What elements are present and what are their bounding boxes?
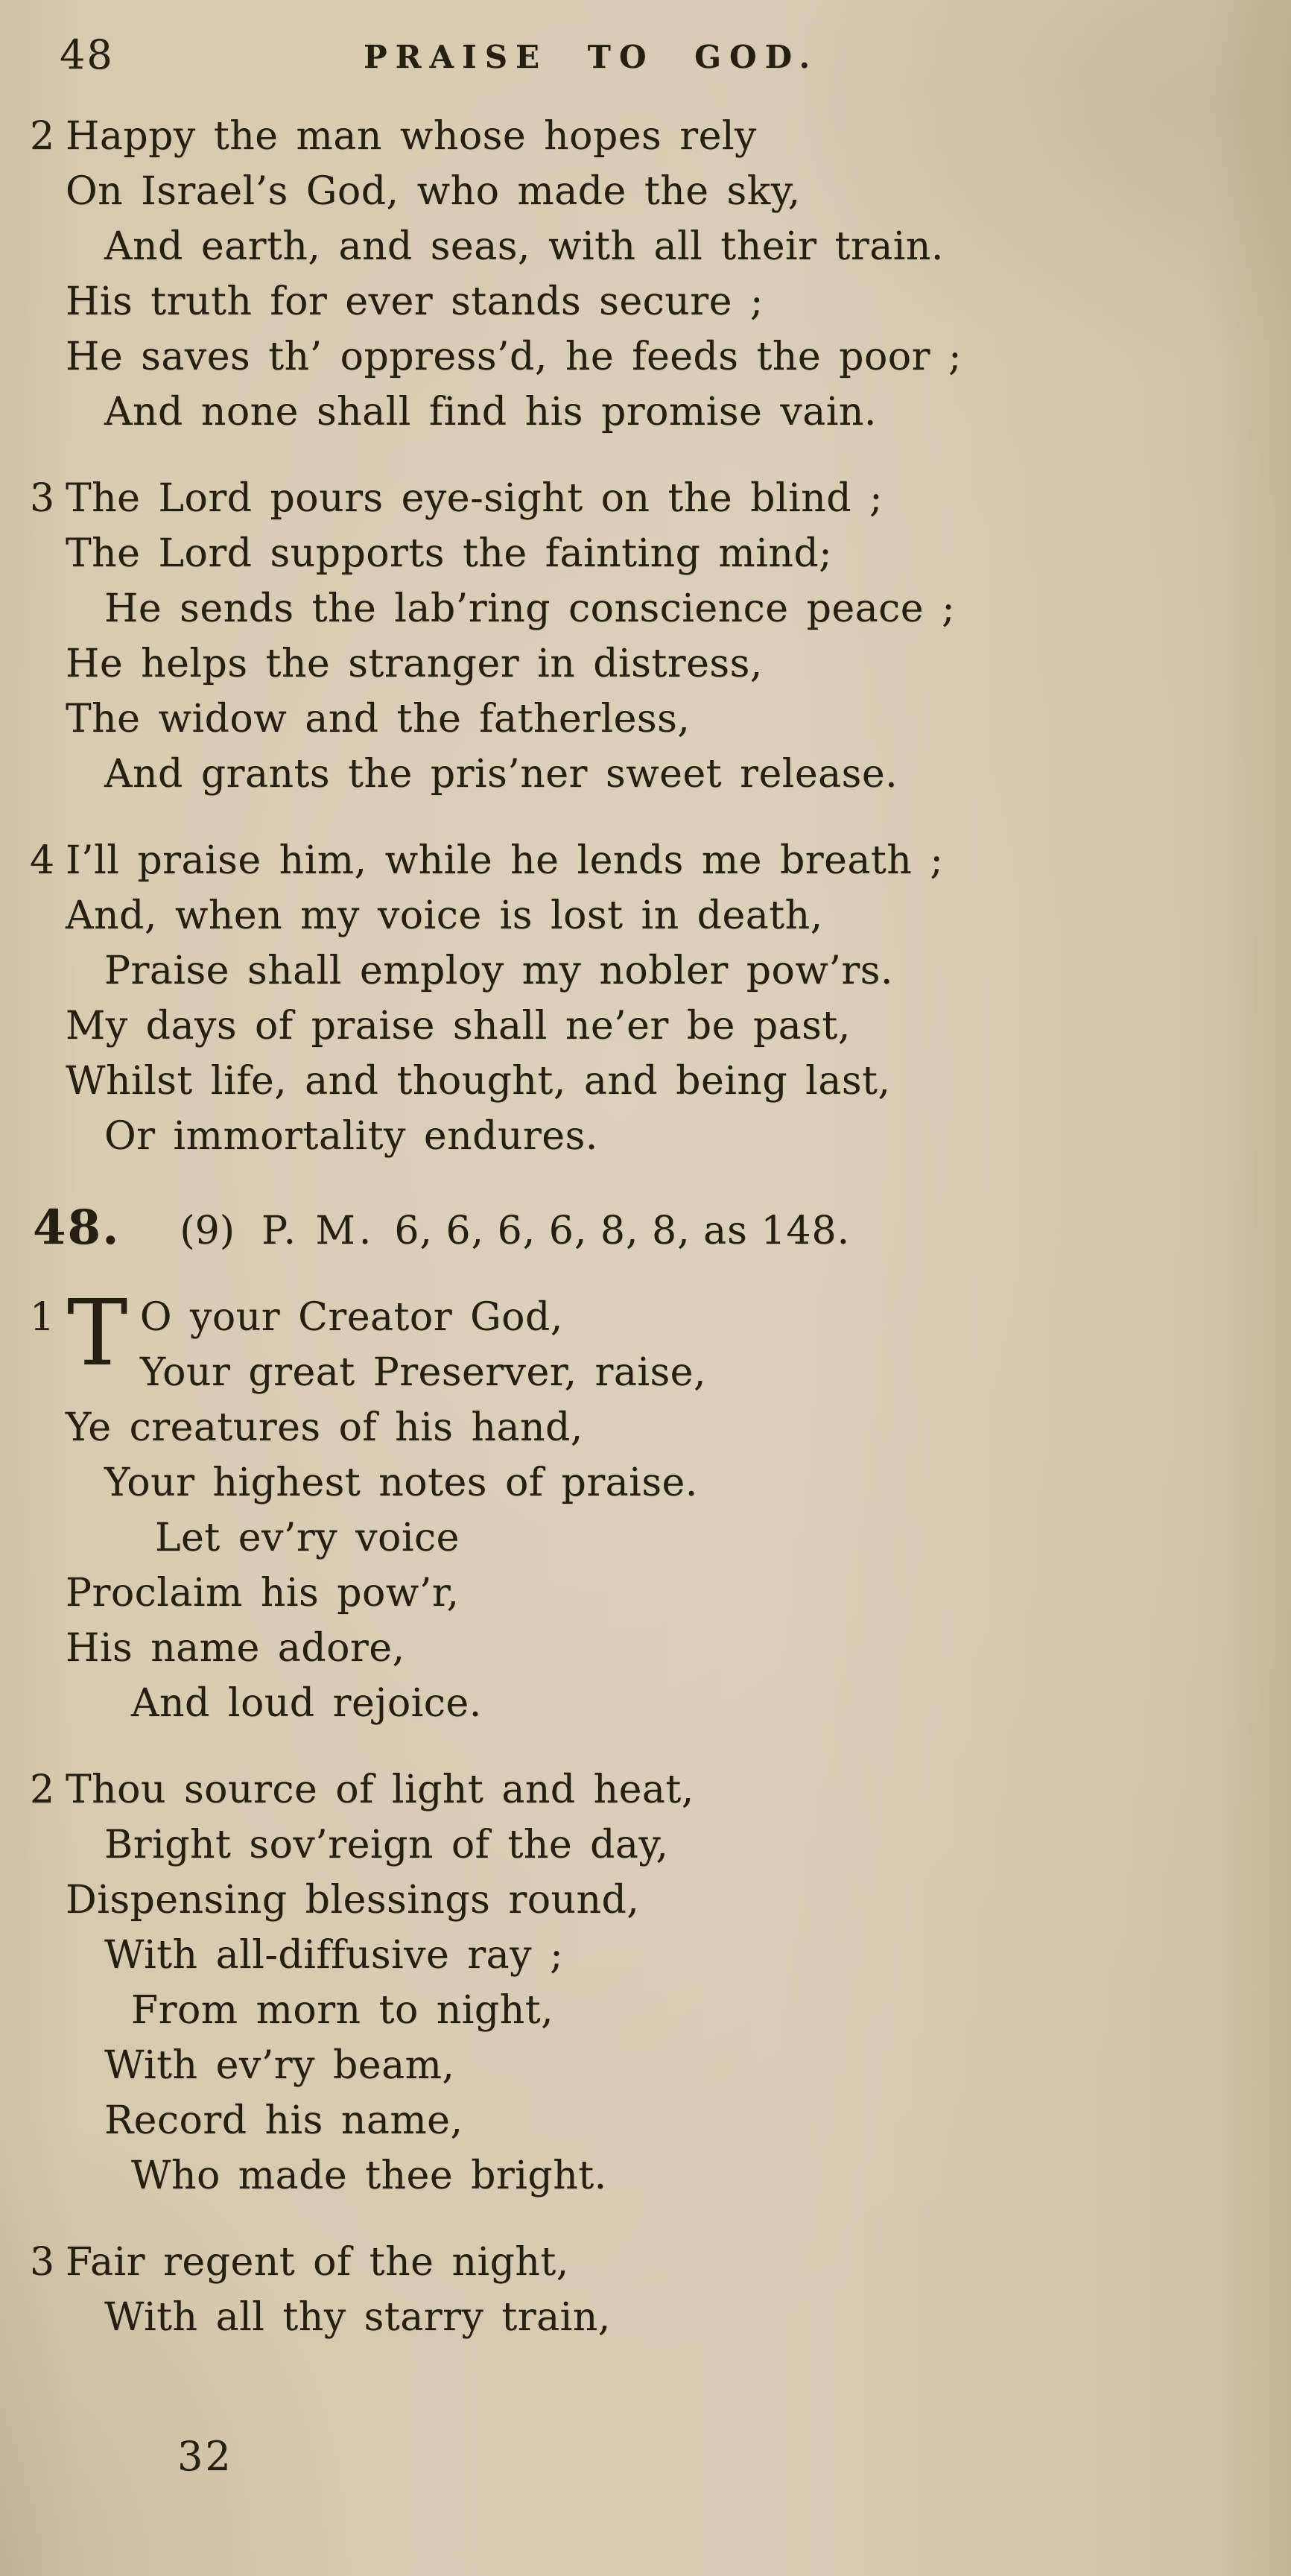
verse-line [66, 1400, 1239, 1455]
verse-line [30, 471, 1239, 526]
verse-line [104, 219, 1239, 274]
verse-line-text: He sends the lab’ring conscience peace ; [104, 586, 956, 631]
verse-line-text: Thou source of light and heat, [66, 1768, 694, 1812]
verse-line-text: And none shall find his promise vain. [104, 390, 877, 434]
verse-line [104, 581, 1239, 636]
verse-line-text: And, when my voice is lost in death, [66, 893, 823, 938]
verse-line [131, 2148, 1239, 2203]
verse-line [66, 526, 1239, 581]
verse-line-text: O your Creator God, [139, 1295, 563, 1340]
verse-line [30, 2235, 1239, 2290]
running-header [60, 31, 1239, 88]
verse-line [66, 692, 1239, 747]
verse-line-text: With all thy starry train, [104, 2295, 611, 2340]
meter-numbers: 6, 6, 6, 6, 8, 8, as 148. [394, 1209, 851, 1253]
verse-line [66, 1054, 1239, 1109]
verse-number: 1 [30, 1295, 55, 1340]
verse [30, 2235, 1239, 2345]
verse-line [104, 1817, 1239, 1873]
verse-number: 4 [30, 838, 55, 883]
meter-label: P. M. [261, 1209, 375, 1253]
verse-number: 2 [30, 114, 55, 159]
verse-line-text: Ye creatures of his hand, [66, 1405, 583, 1450]
running-title: PRAISE TO GOD. [364, 39, 819, 75]
verse-line-text: The Lord supports the fainting mind; [66, 531, 833, 576]
verse-line [155, 1510, 1239, 1566]
verse-line-text: Bright sov’reign of the day, [104, 1823, 669, 1867]
verse-line-text: Fair regent of the night, [66, 2240, 569, 2285]
verse-line-text: Record his name, [104, 2098, 463, 2143]
verse [30, 1280, 1239, 1731]
verse-line-text: His name adore, [66, 1626, 405, 1671]
verse-line-text: From morn to night, [131, 1988, 554, 2033]
verse-line-text: And grants the pris’ner sweet release. [104, 752, 898, 797]
verse-line [131, 1676, 1239, 1731]
verse-line-text: His truth for ever stands secure ; [66, 279, 764, 324]
verse-line [66, 888, 1239, 943]
verse-line-text: Praise shall employ my nobler pow’rs. [104, 949, 893, 993]
page-number: 48 [60, 31, 114, 78]
verse-line [104, 2038, 1239, 2093]
verse-line-text: Your great Preserver, raise, [139, 1350, 706, 1395]
verse-line [30, 1762, 1239, 1817]
verse-line-text: Whilst life, and thought, and being last, [66, 1059, 891, 1104]
verse-line [66, 1621, 1239, 1676]
verse-line [66, 274, 1239, 329]
verse [30, 109, 1239, 440]
verse-line [66, 164, 1239, 219]
verse-line-text: He saves th’ oppress’d, he feeds the poor ; [66, 335, 962, 379]
verse-line [104, 2290, 1239, 2345]
verse-line-text: My days of praise shall ne’er be past, [66, 1004, 851, 1048]
verse-line [104, 747, 1239, 802]
verse-number: 3 [30, 476, 55, 521]
verse-line [104, 943, 1239, 999]
verse-line [104, 1455, 1239, 1510]
verse-line-text: Let ev’ry voice [155, 1516, 460, 1560]
verse-line [30, 833, 1239, 888]
verse-line-text: And earth, and seas, with all their train. [104, 224, 944, 269]
verse-line [66, 1566, 1239, 1621]
verse-line-text: The Lord pours eye-sight on the blind ; [66, 476, 884, 521]
verse-line [66, 636, 1239, 692]
signature-mark: 32 [177, 2433, 233, 2480]
verse-line [30, 109, 1239, 164]
verse-line-text: The widow and the fatherless, [66, 697, 691, 741]
verse-line-text: With ev’ry beam, [104, 2043, 455, 2088]
verse-line [104, 1109, 1239, 1164]
verse-line-text: On Israel’s God, who made the sky, [66, 169, 801, 214]
verse-number: 2 [30, 1768, 55, 1812]
verse-line [66, 999, 1239, 1054]
verse-line-text: Happy the man whose hopes rely [66, 114, 757, 159]
verse-line-text: Your highest notes of praise. [104, 1461, 698, 1505]
verse-line-text: Proclaim his pow’r, [66, 1571, 460, 1615]
verse-line [104, 1928, 1239, 1983]
hymn-number: 48. [33, 1200, 121, 1256]
verse-line [66, 1873, 1239, 1928]
tune-reference: (9) [180, 1209, 235, 1253]
verse-line-text: He helps the stranger in distress, [66, 642, 763, 686]
verse-line [66, 1345, 1239, 1400]
hymn-heading [33, 1200, 1239, 1256]
verse-line [131, 1983, 1239, 2038]
verse-line-text: Who made thee bright. [131, 2153, 607, 2198]
verse-line-text: With all-diffusive ray ; [104, 1933, 564, 1978]
verse-line [66, 329, 1239, 384]
dropcap-letter: T [67, 1280, 128, 1386]
verse-line-text: I’ll praise him, while he lends me breath ; [66, 838, 944, 883]
verse-line [104, 2093, 1239, 2148]
verse [30, 1762, 1239, 2203]
verse-line-text: Or immortality endures. [104, 1114, 598, 1159]
hymn-48-verses [30, 1280, 1239, 2345]
verse-line-text: And loud rejoice. [131, 1681, 482, 1726]
verse-number: 3 [30, 2240, 55, 2285]
verse-line [104, 384, 1239, 440]
verse [30, 471, 1239, 802]
hymn-continued-verses [30, 109, 1239, 1164]
verse [30, 833, 1239, 1164]
verse-line-text: Dispensing blessings round, [66, 1878, 640, 1922]
